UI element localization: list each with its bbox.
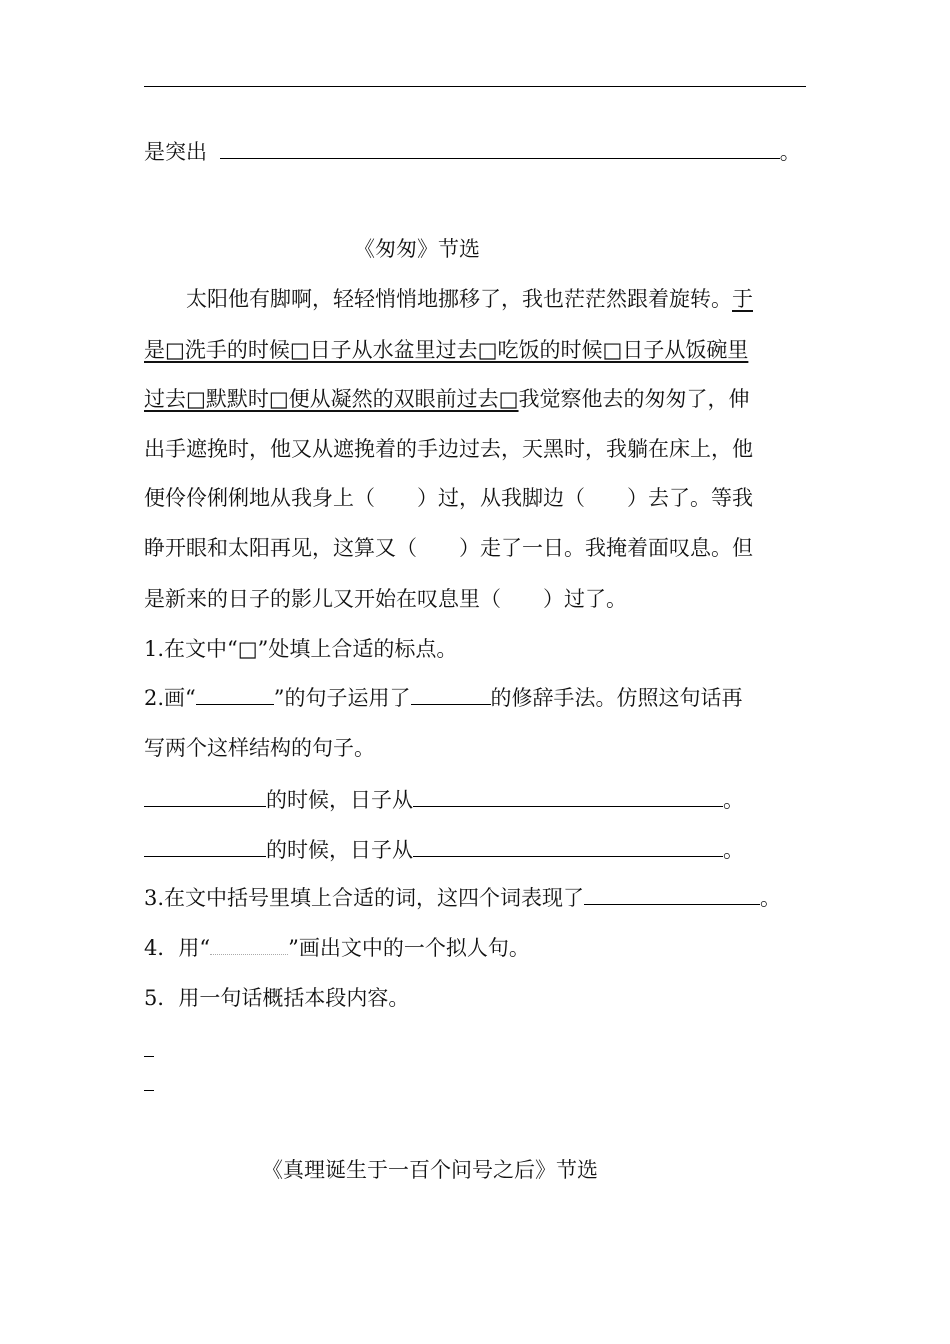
passage-line-2 (144, 335, 814, 365)
passage-line-6: 睁开眼和太阳再见，这算又（ ）走了一日。我掩着面叹息。但 (144, 536, 753, 560)
passage-text: 我觉察他去的匆匆了，伸 (518, 387, 750, 411)
answer-blank-q2-rhetoric[interactable] (411, 684, 491, 705)
answer-line-stub[interactable] (144, 1090, 154, 1091)
fill-sentence-1 (144, 785, 814, 815)
question-2 (144, 683, 814, 713)
top-divider (144, 86, 806, 87)
q4-text: ”画出文中的一个拟人句。 (288, 936, 530, 960)
section-title-congcong: 《匆匆》节选 (354, 237, 480, 261)
question-5: 5．用一句话概括本段内容。 (144, 986, 410, 1010)
passage-line-5: 便伶伶俐俐地从我身上（ ）过，从我脚边（ ）去了。等我 (144, 486, 753, 510)
answer-blank-q3[interactable] (584, 884, 760, 905)
answer-blank-fill-2a[interactable] (144, 836, 266, 857)
intro-prefix: 是突出 (144, 140, 207, 164)
intro-line (144, 137, 814, 167)
question-4 (144, 933, 814, 963)
fill-end: 。 (723, 838, 744, 862)
underlined-text: 于 (732, 287, 753, 311)
fill-text: 的时候，日子从 (266, 788, 413, 812)
passage-line-4: 出手遮挽时，他又从遮挽着的手边过去，天黑时，我躺在床上，他 (144, 437, 753, 461)
answer-blank-fill-1b[interactable] (413, 786, 723, 807)
question-1: 1.在文中“□”处填上合适的标点。 (144, 637, 458, 661)
answer-line-stub[interactable] (144, 1056, 154, 1057)
answer-blank-intro[interactable] (220, 138, 780, 159)
passage-line-1 (144, 284, 814, 314)
q3-end: 。 (760, 886, 782, 910)
q4-text: 4．用“ (144, 936, 211, 960)
fill-sentence-2 (144, 835, 814, 865)
answer-blank-fill-1a[interactable] (144, 786, 266, 807)
underlined-text: 过去□默默时□便从凝然的双眼前过去□ (144, 387, 519, 411)
intro-end: 。 (779, 140, 801, 164)
underlined-text: 是□洗手的时候□日子从水盆里过去□吃饭的时候□日子从饭碗里 (144, 338, 749, 362)
question-3 (144, 883, 814, 913)
passage-text: 太阳他有脚啊，轻轻悄悄地挪移了，我也茫茫然跟着旋转。 (186, 287, 732, 311)
answer-blank-q2-mark[interactable] (196, 684, 274, 705)
fill-end: 。 (723, 788, 744, 812)
section-title-truth: 《真理诞生于一百个问号之后》节选 (262, 1158, 598, 1182)
q2-text: 2.画“ (144, 686, 196, 710)
q2-text: 的修辞手法。仿照这句话再 (490, 686, 743, 710)
question-2-line-2: 写两个这样结构的句子。 (144, 736, 375, 760)
passage-line-3 (144, 384, 814, 414)
q3-text: 3.在文中括号里填上合适的词，这四个词表现了 (144, 886, 585, 910)
fill-text: 的时候，日子从 (266, 838, 413, 862)
answer-blank-fill-2b[interactable] (413, 836, 723, 857)
passage-line-7: 是新来的日子的影儿又开始在叹息里（ ）过了。 (144, 587, 627, 611)
q2-text: ”的句子运用了 (273, 686, 411, 710)
wavy-underline-sample (210, 942, 288, 955)
